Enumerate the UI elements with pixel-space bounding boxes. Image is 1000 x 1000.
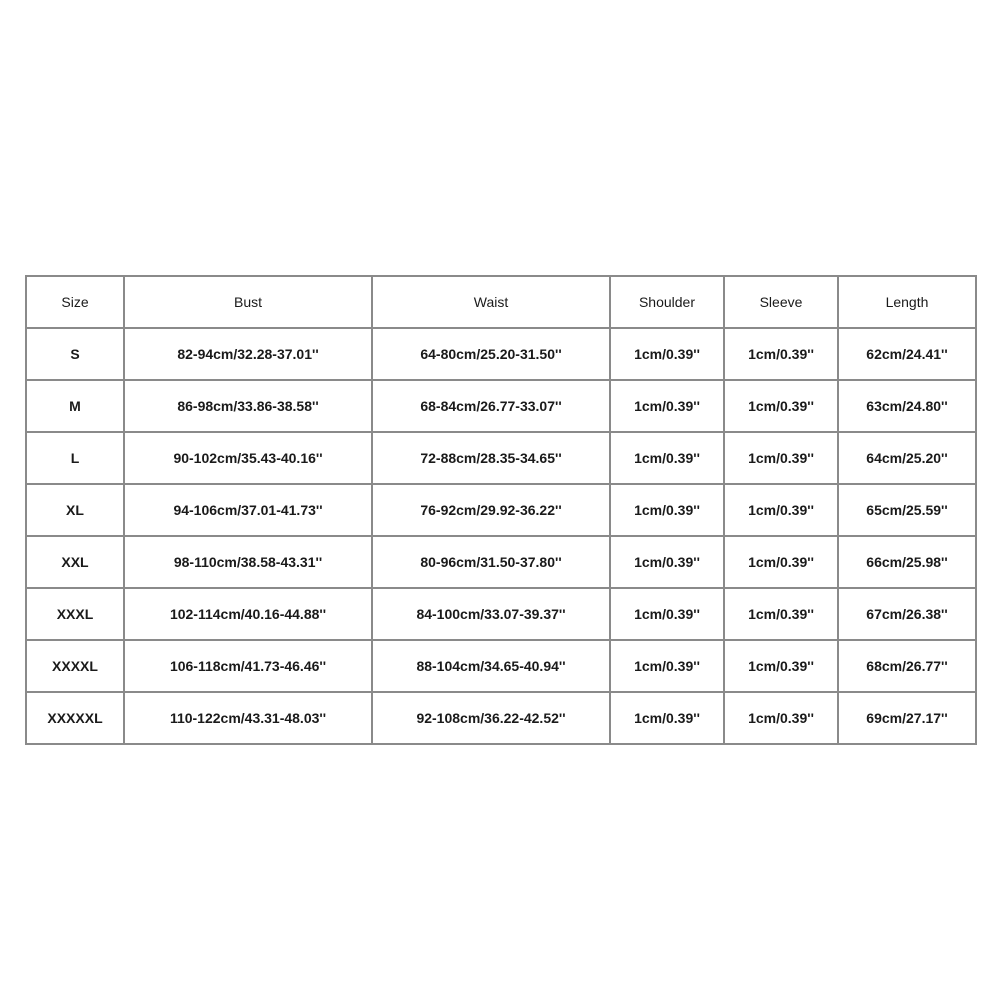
bust-cell: 86-98cm/33.86-38.58'' <box>124 380 372 432</box>
waist-cell: 76-92cm/29.92-36.22'' <box>372 484 610 536</box>
bust-cell: 110-122cm/43.31-48.03'' <box>124 692 372 744</box>
size-cell: XXXXL <box>26 640 124 692</box>
shoulder-cell: 1cm/0.39'' <box>610 588 724 640</box>
length-cell: 67cm/26.38'' <box>838 588 976 640</box>
shoulder-cell: 1cm/0.39'' <box>610 692 724 744</box>
table-row <box>26 484 976 536</box>
shoulder-cell: 1cm/0.39'' <box>610 536 724 588</box>
header-bust: Bust <box>124 276 372 328</box>
header-row <box>26 276 976 328</box>
length-cell: 65cm/25.59'' <box>838 484 976 536</box>
header-shoulder: Shoulder <box>610 276 724 328</box>
bust-cell: 82-94cm/32.28-37.01'' <box>124 328 372 380</box>
length-cell: 66cm/25.98'' <box>838 536 976 588</box>
length-cell: 68cm/26.77'' <box>838 640 976 692</box>
size-cell: XL <box>26 484 124 536</box>
sleeve-cell: 1cm/0.39'' <box>724 380 838 432</box>
shoulder-cell: 1cm/0.39'' <box>610 328 724 380</box>
header-waist: Waist <box>372 276 610 328</box>
bust-cell: 94-106cm/37.01-41.73'' <box>124 484 372 536</box>
header-length: Length <box>838 276 976 328</box>
sleeve-cell: 1cm/0.39'' <box>724 692 838 744</box>
size-cell: XXXL <box>26 588 124 640</box>
size-cell: M <box>26 380 124 432</box>
size-chart-table <box>25 275 977 745</box>
waist-cell: 88-104cm/34.65-40.94'' <box>372 640 610 692</box>
waist-cell: 84-100cm/33.07-39.37'' <box>372 588 610 640</box>
shoulder-cell: 1cm/0.39'' <box>610 432 724 484</box>
sleeve-cell: 1cm/0.39'' <box>724 432 838 484</box>
sleeve-cell: 1cm/0.39'' <box>724 484 838 536</box>
size-cell: XXL <box>26 536 124 588</box>
sleeve-cell: 1cm/0.39'' <box>724 328 838 380</box>
shoulder-cell: 1cm/0.39'' <box>610 380 724 432</box>
size-cell: XXXXXL <box>26 692 124 744</box>
length-cell: 63cm/24.80'' <box>838 380 976 432</box>
table-row <box>26 328 976 380</box>
waist-cell: 80-96cm/31.50-37.80'' <box>372 536 610 588</box>
table-row <box>26 380 976 432</box>
waist-cell: 64-80cm/25.20-31.50'' <box>372 328 610 380</box>
sleeve-cell: 1cm/0.39'' <box>724 536 838 588</box>
bust-cell: 98-110cm/38.58-43.31'' <box>124 536 372 588</box>
waist-cell: 92-108cm/36.22-42.52'' <box>372 692 610 744</box>
table-row <box>26 692 976 744</box>
table-row <box>26 588 976 640</box>
sleeve-cell: 1cm/0.39'' <box>724 640 838 692</box>
table-row <box>26 536 976 588</box>
waist-cell: 72-88cm/28.35-34.65'' <box>372 432 610 484</box>
length-cell: 64cm/25.20'' <box>838 432 976 484</box>
size-cell: L <box>26 432 124 484</box>
bust-cell: 102-114cm/40.16-44.88'' <box>124 588 372 640</box>
table-row <box>26 640 976 692</box>
header-sleeve: Sleeve <box>724 276 838 328</box>
length-cell: 62cm/24.41'' <box>838 328 976 380</box>
bust-cell: 90-102cm/35.43-40.16'' <box>124 432 372 484</box>
shoulder-cell: 1cm/0.39'' <box>610 640 724 692</box>
waist-cell: 68-84cm/26.77-33.07'' <box>372 380 610 432</box>
sleeve-cell: 1cm/0.39'' <box>724 588 838 640</box>
size-cell: S <box>26 328 124 380</box>
length-cell: 69cm/27.17'' <box>838 692 976 744</box>
table-row <box>26 432 976 484</box>
shoulder-cell: 1cm/0.39'' <box>610 484 724 536</box>
header-size: Size <box>26 276 124 328</box>
bust-cell: 106-118cm/41.73-46.46'' <box>124 640 372 692</box>
